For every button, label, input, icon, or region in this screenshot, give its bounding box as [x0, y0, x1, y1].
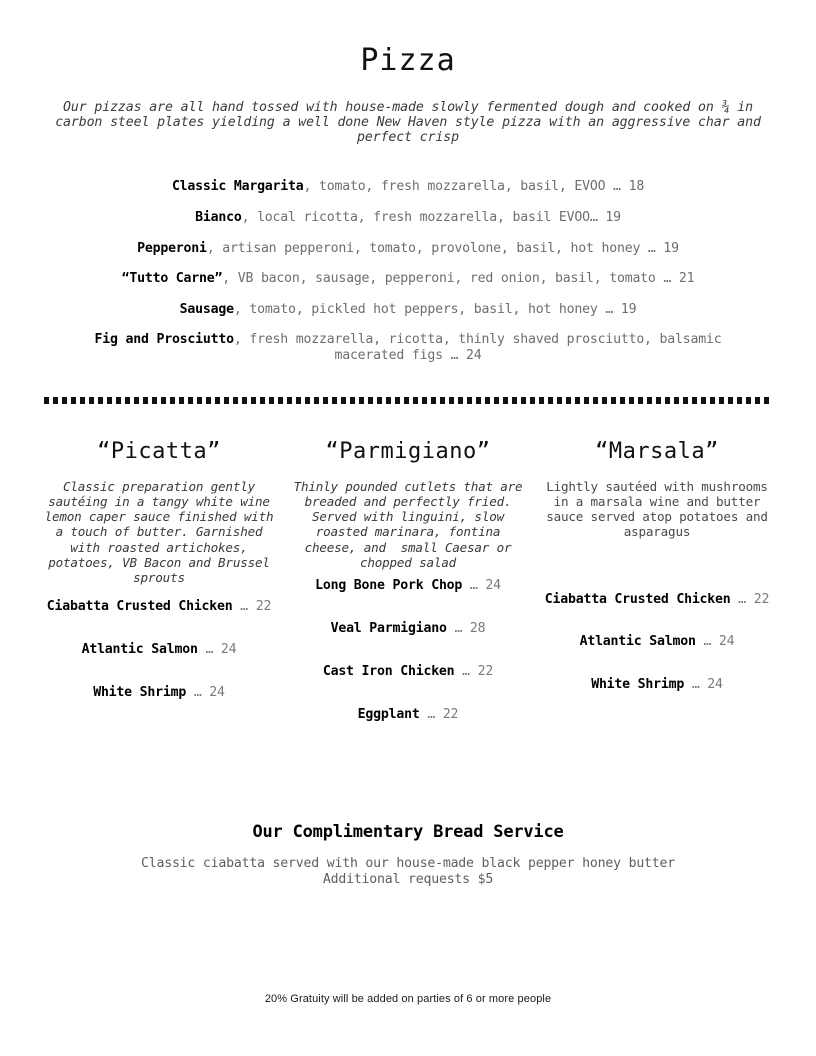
- pizza-item-detail: , local ricotta, fresh mozzarella, basil EVOO… 19: [241, 209, 621, 225]
- preparation-column-picatta: [43, 439, 281, 727]
- pizza-item-detail: , artisan pepperoni, tomato, provolone, basil, hot honey … 19: [206, 240, 679, 256]
- preparation-item-price: … 22: [427, 706, 459, 722]
- pizza-item-name: Fig and Prosciutto: [94, 332, 234, 348]
- preparation-item-name: White Shrimp: [93, 684, 187, 700]
- preparations-section: [43, 439, 776, 749]
- pizza-section-title: Pizza: [360, 43, 456, 78]
- preparation-description: Thinly pounded cutlets that are breaded and perfectly fried. Served with linguini, slow roasted marinara, fontina cheese, and small Caesar or chopped salad: [293, 478, 530, 570]
- preparation-item-name: Long Bone Pork Chop: [315, 577, 463, 593]
- pizza-item-detail: , tomato, pickled hot peppers, basil, hot honey … 19: [233, 301, 637, 317]
- preparation-item-price: … 24: [703, 634, 735, 650]
- bread-service-section: [0, 822, 816, 888]
- preparation-item-price: … 22: [462, 663, 494, 679]
- preparation-item-list: [292, 578, 524, 722]
- preparation-title: “Picatta”: [97, 439, 221, 465]
- pizza-item: [0, 302, 816, 318]
- bread-service-line-2: Additional requests $5: [322, 871, 494, 887]
- preparation-item: [541, 634, 773, 650]
- preparation-item-price: … 24: [691, 677, 723, 693]
- pizza-item-name: “Tutto Carne”: [121, 271, 223, 287]
- preparation-item-name: Atlantic Salmon: [579, 634, 696, 650]
- pizza-item-name: Classic Margarita: [171, 179, 304, 195]
- pizza-item-detail: , VB bacon, sausage, pepperoni, red onion, basil, tomato … 21: [222, 271, 695, 287]
- gratuity-note: 20% Gratuity will be added on parties of 6 or more people: [264, 993, 552, 1005]
- pizza-item-name: Pepperoni: [137, 240, 207, 256]
- preparation-item: [541, 592, 773, 608]
- preparation-description: Classic preparation gently sautéing in a tangy white wine lemon caper sauce finished with a touch of butter. Garnished with roasted artichokes, potatoes, VB Bacon and Brussel sprouts: [44, 478, 281, 585]
- pizza-item: [0, 271, 816, 287]
- preparation-column-parmigiano: [292, 439, 530, 749]
- pizza-item: [58, 332, 758, 363]
- preparation-title: “Marsala”: [595, 439, 719, 465]
- preparation-description: Lightly sautéed with mushrooms in a marsala wine and butter sauce served atop potatoes and asparagus: [546, 478, 776, 540]
- pizza-item: [0, 179, 816, 195]
- preparation-item: [43, 642, 275, 658]
- preparation-item-name: Atlantic Salmon: [81, 642, 198, 658]
- preparation-item-price: … 22: [240, 599, 272, 615]
- preparation-item-price: … 24: [469, 577, 501, 593]
- pizza-section-description: Our pizzas are all hand tossed with house-made slowly fermented dough and cooked on ¾ in carbon steel plates yielding a well done New Haven style pizza with an aggressive char and perfect crisp: [55, 100, 761, 145]
- preparation-item: [43, 599, 275, 615]
- preparation-item: [292, 664, 524, 680]
- pizza-item-detail: , fresh mozzarella, ricotta, thinly shaved prosciutto, balsamic macerated figs … 24: [233, 332, 722, 363]
- pizza-section: [0, 0, 816, 363]
- preparation-item: [292, 707, 524, 723]
- bread-service-title: Our Complimentary Bread Service: [252, 822, 564, 842]
- preparation-item-price: … 28: [454, 620, 486, 636]
- preparation-item-list: [541, 592, 773, 694]
- preparation-item-list: [43, 599, 275, 701]
- section-divider: [44, 397, 772, 404]
- preparation-item-name: Cast Iron Chicken: [322, 663, 455, 679]
- pizza-item-list: [0, 179, 816, 363]
- preparation-item-name: Ciabatta Crusted Chicken: [46, 599, 233, 615]
- pizza-item-name: Sausage: [179, 301, 234, 317]
- preparation-item-price: … 22: [738, 591, 770, 607]
- preparation-item-name: Veal Parmigiano: [330, 620, 447, 636]
- pizza-item-name: Bianco: [195, 209, 242, 225]
- pizza-item: [0, 241, 816, 257]
- preparation-item: [292, 621, 524, 637]
- preparation-item-name: White Shrimp: [591, 677, 685, 693]
- preparation-item-price: … 24: [193, 684, 225, 700]
- preparation-item-name: Eggplant: [357, 706, 420, 722]
- preparation-title: “Parmigiano”: [325, 439, 491, 465]
- preparation-item-price: … 24: [205, 642, 237, 658]
- preparation-item: [292, 578, 524, 594]
- bread-service-line-1: Classic ciabatta served with our house-made black pepper honey butter: [140, 856, 676, 871]
- preparation-item: [43, 685, 275, 701]
- preparation-item-name: Ciabatta Crusted Chicken: [544, 591, 731, 607]
- pizza-item-detail: , tomato, fresh mozzarella, basil, EVOO … 18: [303, 179, 645, 195]
- pizza-item: [0, 210, 816, 226]
- preparation-item: [541, 677, 773, 693]
- preparation-column-marsala: [541, 439, 776, 720]
